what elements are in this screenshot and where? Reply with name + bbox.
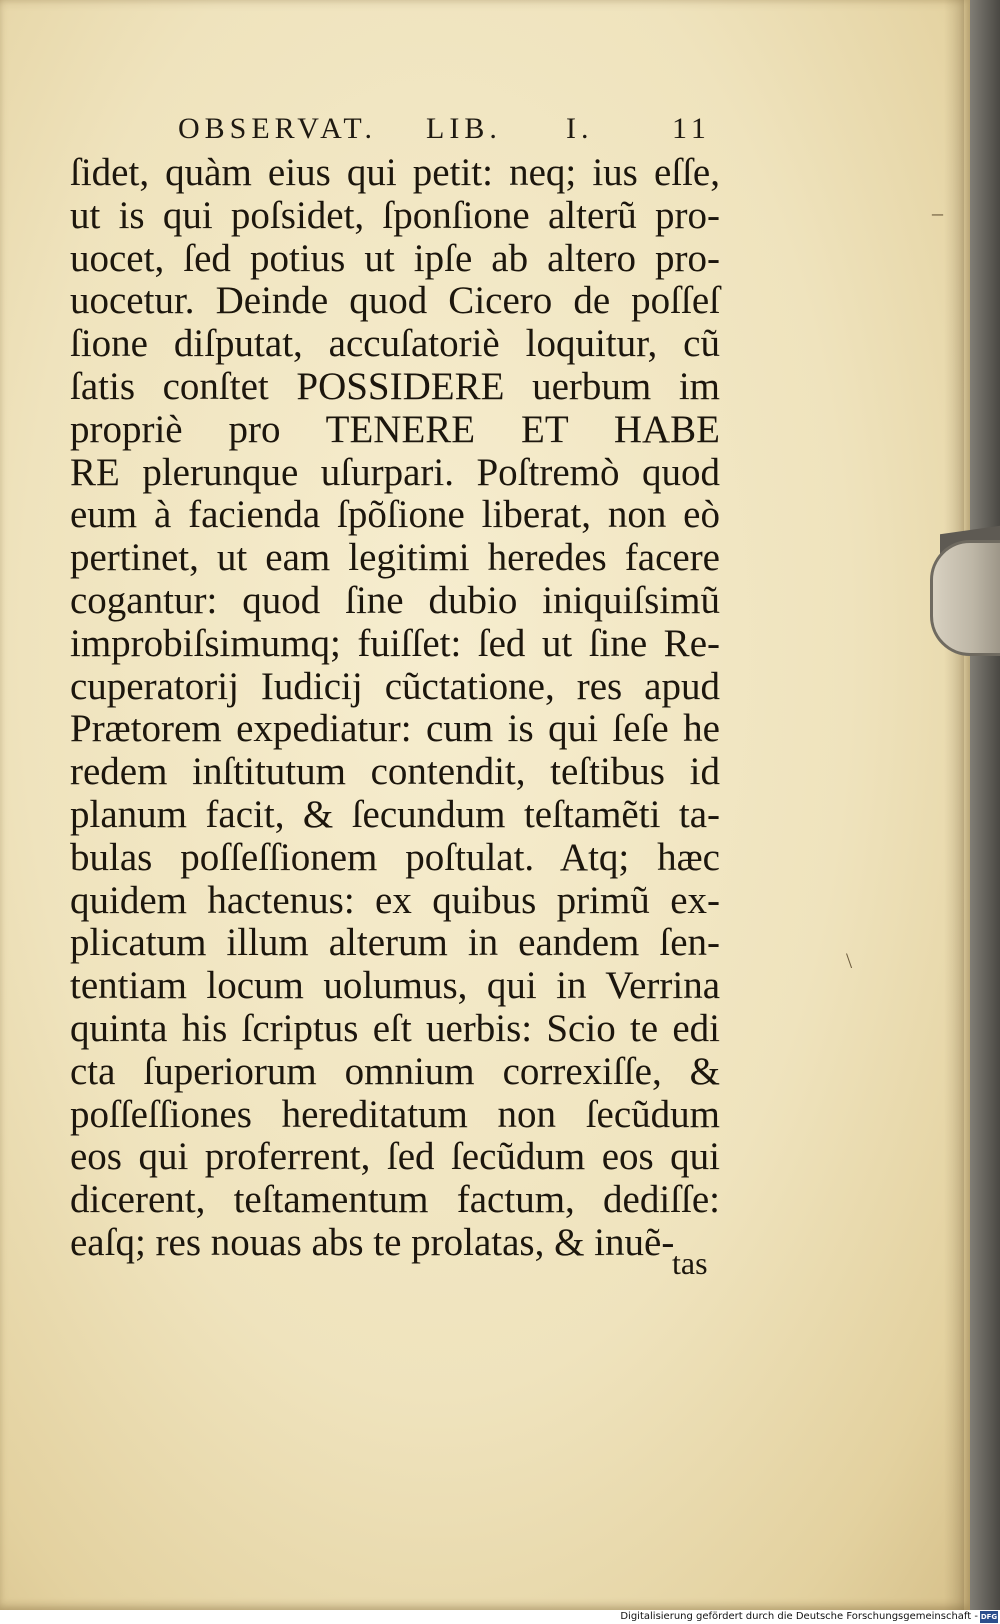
text-line: eos qui proferrent, ſed ſecũdum eos qui — [70, 1135, 720, 1179]
running-head — [178, 112, 738, 156]
text-line: uocet, ſed potius ut ipſe ab altero pro- — [70, 236, 720, 280]
text-line: eum à facienda ſpõſione liberat, non eò — [70, 493, 720, 537]
text-line: plicatum illum alterum in eandem ſen- — [70, 921, 720, 965]
text-line: dicerent, teſtamentum factum, dediſſe: — [70, 1178, 720, 1222]
text-line: propriè pro TENERE ET HABE — [70, 407, 720, 451]
text-line: ſione diſputat, accuſatoriè loquitur, cũ — [70, 322, 720, 366]
text-line: poſſeſſiones hereditatum non ſecũdum — [70, 1092, 720, 1136]
text-line: quidem hactenus: ex quibus primũ ex- — [70, 878, 720, 922]
text-line: cogantur: quod ſine dubio iniquiſsimũ — [70, 578, 720, 622]
text-line: ſatis conſtet POSSIDERE uerbum im — [70, 364, 720, 408]
text-line: planum facit, & ſecundum teſtamẽti ta- — [70, 792, 720, 836]
text-line: RE plerunque uſurpari. Poſtremò quod — [70, 450, 720, 494]
text-line: bulas poſſeſſionem poſtulat. Atq; hæc — [70, 835, 720, 879]
dfg-logo-icon: DFG — [980, 1613, 998, 1621]
running-head-number: I. — [566, 112, 594, 145]
text-line: pertinet, ut eam legitimi heredes facere — [70, 536, 720, 580]
book-clasp — [930, 540, 1000, 656]
text-line: improbiſsimumq; fuiſſet: ſed ut ſine Re- — [70, 621, 720, 665]
text-line: cuperatorij Iudicij cũctatione, res apud — [70, 664, 720, 708]
text-line: redem inſtitutum contendit, teſtibus id — [70, 750, 720, 794]
page-edge-shadow — [944, 0, 964, 1610]
body-text — [70, 152, 720, 1265]
text-line: quinta his ſcriptus eſt uerbis: Scio te edi — [70, 1006, 720, 1050]
margin-dash-mark: – — [932, 200, 943, 225]
text-line: tentiam locum uolumus, qui in Verrina — [70, 964, 720, 1008]
text-line: ut is qui poſsidet, ſponſione alterũ pro- — [70, 193, 720, 237]
folio-number: 11 — [672, 112, 711, 145]
margin-tick-mark: \ — [846, 948, 853, 973]
running-head-title: OBSERVAT. — [178, 112, 378, 145]
text-line: ſidet, quàm eius qui petit: neq; ius eſſe, — [70, 151, 720, 194]
text-line: uocetur. Deinde quod Cicero de poſſeſ — [70, 279, 720, 323]
text-line: cta ſuperiorum omnium correxiſſe, & — [70, 1049, 720, 1093]
running-head-book: LIB. — [426, 112, 502, 145]
funding-credit: Digitalisierung gefördert durch die Deutsche Forschungsgemeinschaft - — [620, 1611, 978, 1622]
text-line: Prætorem expediatur: cum is qui ſeſe he — [70, 707, 720, 751]
text-line: eaſq; res nouas abs te prolatas, & inuẽ- — [70, 1220, 675, 1264]
catchword: tas — [672, 1245, 708, 1281]
